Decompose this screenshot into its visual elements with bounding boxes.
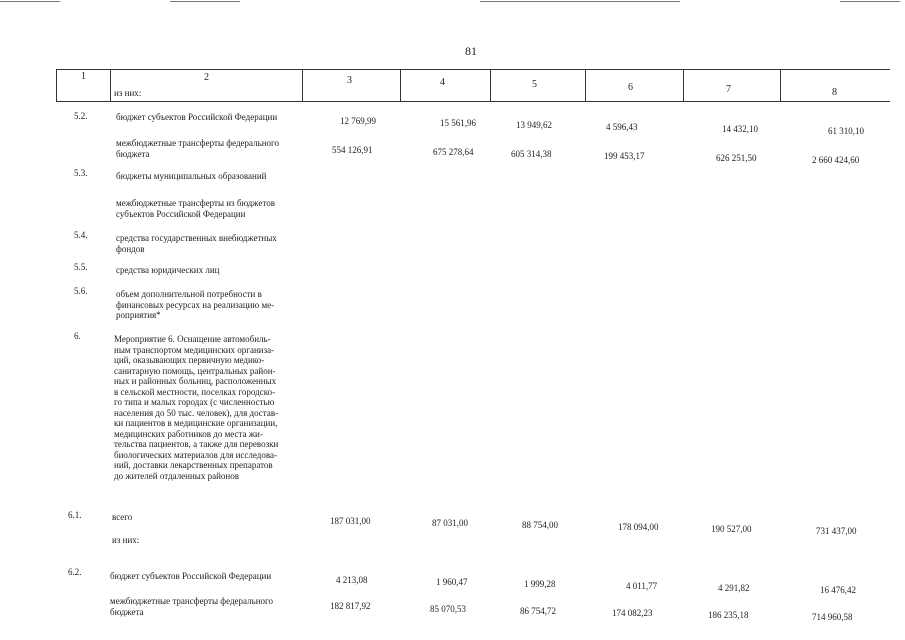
cell-value: 174 082,23 [612,608,653,618]
row-label: межбюджетные трансферты федерального бюджета [110,596,273,617]
col-divider [110,69,111,101]
cell-value: 626 251,50 [716,153,757,163]
cell-value: 714 960,58 [812,612,853,622]
row-label: бюджет субъектов Российской Федерации [110,571,272,581]
row-number: 6.2. [68,567,82,577]
cell-value: 1 960,47 [436,577,468,587]
cell-value: 4 011,77 [626,581,658,591]
header-col-4: 4 [440,77,445,88]
cell-value: 605 314,38 [511,149,552,159]
cell-value: 16 476,42 [820,585,856,595]
cell-value: 190 527,00 [711,524,752,534]
cell-value: 13 949,62 [516,120,552,130]
header-col-1: 1 [81,71,86,82]
cell-value: 731 437,00 [816,526,857,536]
scan-edge-mark [840,1,900,2]
row-label: межбюджетные трансферты из бюджетов субъектов Российской Федерации [116,198,275,219]
col-divider [683,69,684,101]
cell-value: 2 660 424,60 [812,155,860,165]
cell-value: 87 031,00 [432,518,468,528]
cell-value: 4 596,43 [606,122,638,132]
cell-value: 199 453,17 [604,151,645,161]
cell-value: 4 291,82 [718,583,750,593]
cell-value: 88 754,00 [522,520,558,530]
cell-value: 86 754,72 [520,606,556,616]
cell-value: 187 031,00 [330,516,371,526]
header-col-2: 2 [204,72,209,83]
row-label: объем дополнительной потребности в финансовых ресурсах на реализацию ме- роприятия* [116,289,275,320]
row-number: 5.4. [74,230,88,240]
row-label: бюджеты муниципальных образований [116,171,267,181]
row-label: всего [112,512,133,522]
header-col-8: 8 [832,87,837,98]
page-number: 81 [465,44,477,58]
row-number: 6.1. [68,510,82,520]
row-number: 5.2. [74,111,88,121]
cell-value: 554 126,91 [332,145,373,155]
cell-value: 61 310,10 [828,126,864,136]
measure-description: Мероприятие 6. Оснащение автомобиль- ным транспортом медицинских организа- ций, оказывающих первичную медико- санитарную помощь, центральных район- ных и районных больниц, расположенных в сельской местности, поселках городско- го типа и малых городах (с численностью населения до 50 тыс. человек), для достав- ки пациентов в медицинские организации, медицинских работников до места жи- тельства пациентов, а также для перевозки биологических материалов для исследова- ний, доставки лекарственных препаратов до жителей отдаленных районов [114,334,279,481]
cell-value: 186 235,18 [708,610,749,620]
col-divider [56,69,57,101]
scan-edge-mark [170,1,240,2]
cell-value: 15 561,96 [440,118,476,128]
row-number: 5.5. [74,262,88,272]
cell-value: 182 817,92 [330,601,371,611]
cell-value: 1 999,28 [524,579,556,589]
col-divider [780,69,781,101]
subsection-label: из них: [114,88,142,98]
col-divider [490,69,491,101]
row-label: бюджет субъектов Российской Федерации [116,112,278,122]
scan-edge-mark [0,1,60,2]
scan-edge-mark [480,1,680,2]
table-header-bottom-border [56,101,890,102]
row-number: 5.6. [74,286,88,296]
cell-value: 675 278,64 [433,147,474,157]
subsection-label: из них: [112,535,140,545]
cell-value: 85 070,53 [430,604,466,614]
row-label: средства юридических лиц [116,265,220,275]
row-number: 6. [74,331,81,341]
row-label: средства государственных внебюджетных фондов [116,233,277,254]
row-number: 5.3. [74,168,88,178]
col-divider [400,69,401,101]
col-divider [585,69,586,101]
cell-value: 178 094,00 [618,522,659,532]
col-divider [302,69,303,101]
row-label: межбюджетные трансферты федерального бюджета [116,138,279,159]
cell-value: 12 769,99 [340,116,376,126]
cell-value: 14 432,10 [722,124,758,134]
cell-value: 4 213,08 [336,575,368,585]
table-header-top-border [56,69,890,70]
header-col-5: 5 [532,79,537,90]
header-col-7: 7 [726,84,731,95]
header-col-3: 3 [347,75,352,86]
header-col-6: 6 [628,82,633,93]
